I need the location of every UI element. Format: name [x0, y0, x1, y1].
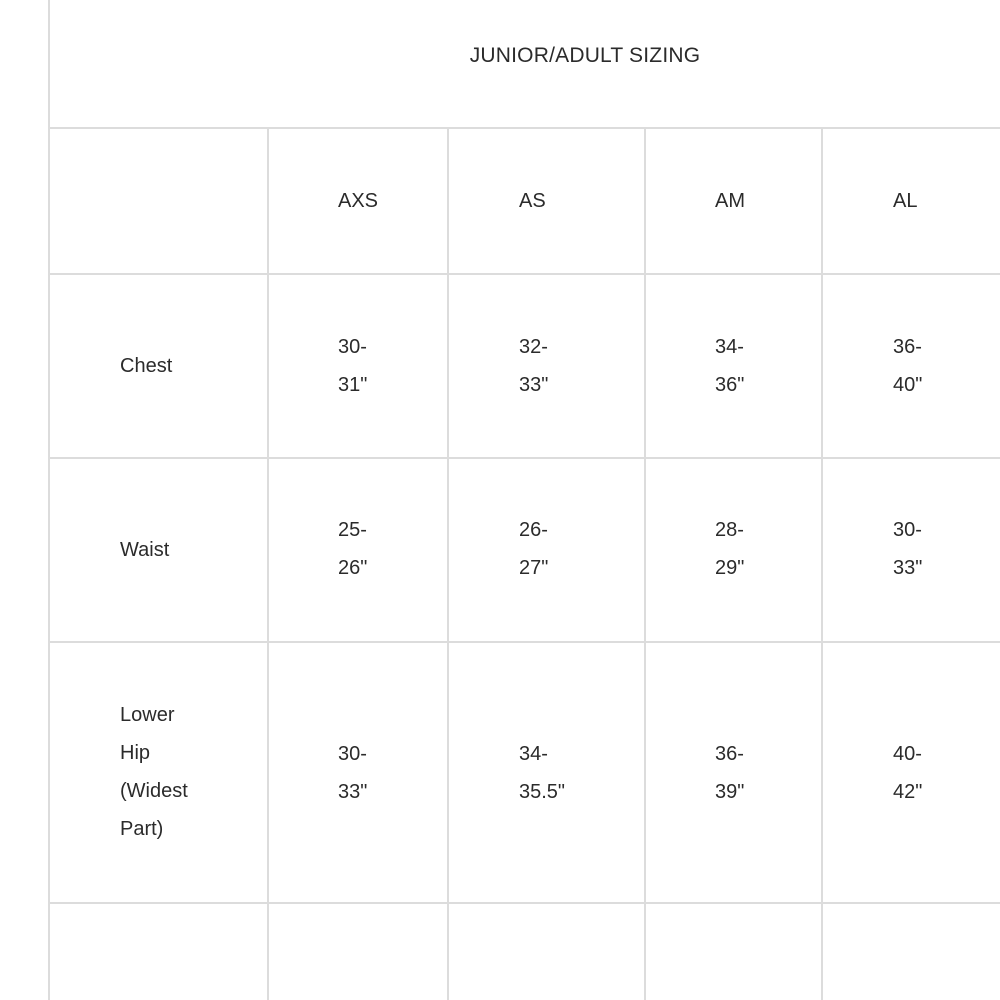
table-column-divider: [644, 128, 646, 1000]
table-cell: 26- 27": [519, 519, 549, 579]
table-column-divider: [447, 128, 449, 1000]
table-header-divider: [48, 127, 1000, 129]
table-row-divider: [48, 641, 1000, 643]
row-label-chest: Chest: [120, 355, 173, 377]
column-header-am: AM: [715, 190, 745, 212]
table-title: JUNIOR/ADULT SIZING: [469, 44, 701, 67]
table-cell: 30- 33": [338, 743, 368, 803]
table-column-divider: [267, 128, 269, 1000]
table-cell: 40- 42": [893, 743, 923, 803]
table-cell: 30- 31": [338, 336, 368, 396]
table-row-divider: [48, 273, 1000, 275]
column-header-as: AS: [519, 190, 546, 212]
row-label-lower-hip: Lower Hip (Widest Part): [120, 704, 188, 840]
table-cell: 34- 36": [715, 336, 745, 396]
table-cell: 36- 39": [715, 743, 745, 803]
table-cell: 36- 40": [893, 336, 923, 396]
table-cell: 28- 29": [715, 519, 745, 579]
table-cell: 25- 26": [338, 519, 368, 579]
column-header-al: AL: [893, 190, 918, 212]
table-cell: 32- 33": [519, 336, 549, 396]
table-left-border: [48, 0, 50, 1000]
column-header-axs: AXS: [338, 190, 379, 212]
table-cell: 34- 35.5": [519, 743, 566, 803]
table-row-divider: [48, 902, 1000, 904]
table-column-divider: [821, 128, 823, 1000]
row-label-waist: Waist: [120, 539, 170, 561]
table-row-divider: [48, 457, 1000, 459]
table-cell: 30- 33": [893, 519, 923, 579]
